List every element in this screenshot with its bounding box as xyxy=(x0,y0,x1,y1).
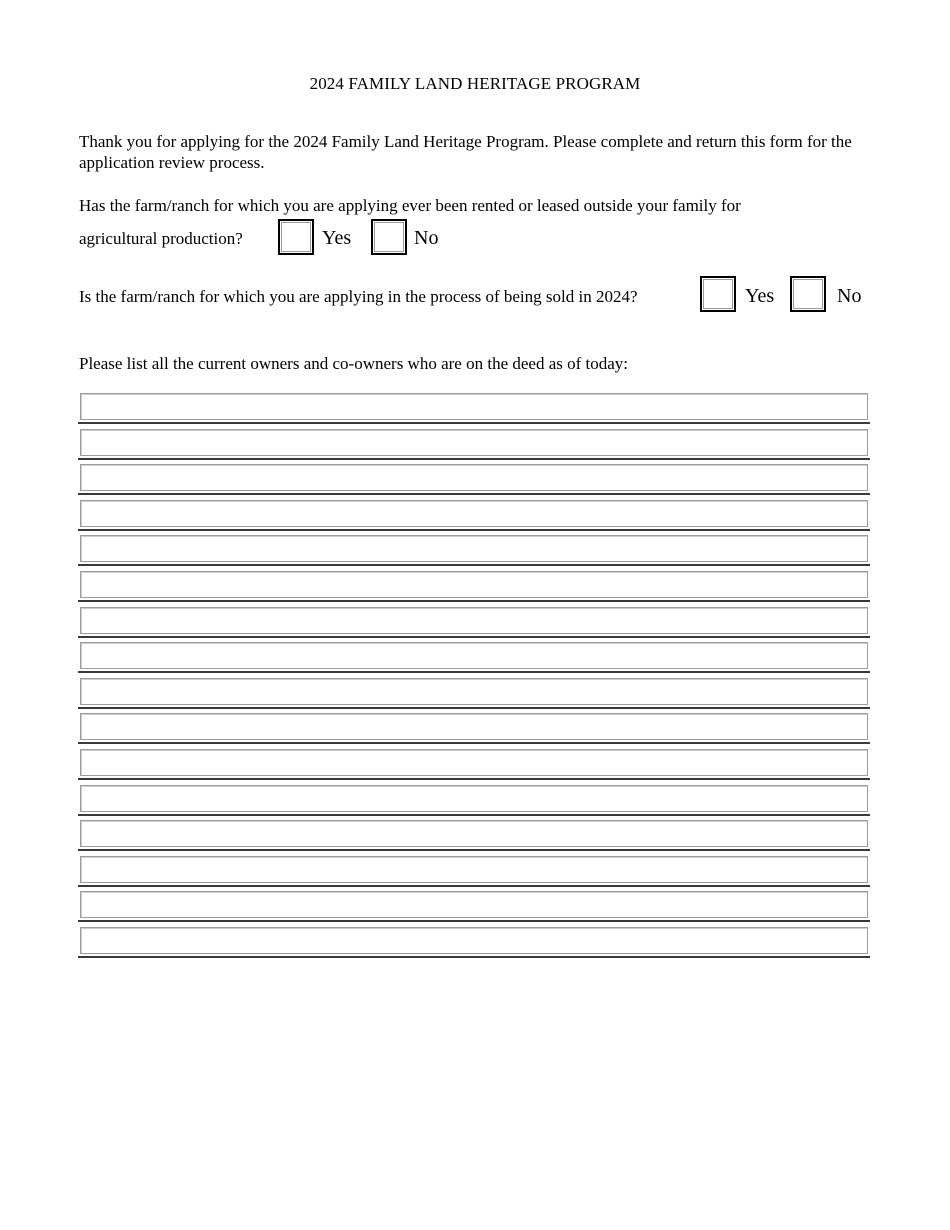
owner-row xyxy=(78,889,870,922)
owner-name-field[interactable] xyxy=(80,749,868,776)
question-rented-text-line2: agricultural production? xyxy=(79,229,243,248)
owner-name-field[interactable] xyxy=(80,535,868,562)
rented-yes-checkbox[interactable] xyxy=(278,219,314,255)
question-sold-text: Is the farm/ranch for which you are applying in the process of being sold in 2024? xyxy=(79,287,638,306)
owner-row xyxy=(78,427,870,460)
owner-row xyxy=(78,747,870,780)
owner-row xyxy=(78,498,870,531)
page-title: 2024 FAMILY LAND HERITAGE PROGRAM xyxy=(309,74,641,93)
owner-name-field[interactable] xyxy=(80,678,868,705)
owner-name-field[interactable] xyxy=(80,571,868,598)
rented-yes-label: Yes xyxy=(322,227,352,249)
owner-name-field[interactable] xyxy=(80,713,868,740)
owners-list xyxy=(78,391,870,961)
owner-row xyxy=(78,391,870,424)
owner-name-field[interactable] xyxy=(80,891,868,918)
owner-row xyxy=(78,569,870,602)
owner-name-field[interactable] xyxy=(80,500,868,527)
owner-row xyxy=(78,605,870,638)
question-rented-text-line1: Has the farm/ranch for which you are applying ever been rented or leased outside your family for xyxy=(79,196,741,215)
owners-list-label: Please list all the current owners and co-owners who are on the deed as of today: xyxy=(79,354,629,373)
owner-row xyxy=(78,462,870,495)
owner-name-field[interactable] xyxy=(80,429,868,456)
intro-paragraph: Thank you for applying for the 2024 Family Land Heritage Program. Please complete and return this form for the application review process. xyxy=(79,132,852,172)
sold-yes-checkbox[interactable] xyxy=(700,276,736,312)
sold-yes-label: Yes xyxy=(745,285,775,307)
owner-row xyxy=(78,533,870,566)
owner-row xyxy=(78,854,870,887)
owner-name-field[interactable] xyxy=(80,393,868,420)
owner-name-field[interactable] xyxy=(80,785,868,812)
owner-name-field[interactable] xyxy=(80,856,868,883)
owner-name-field[interactable] xyxy=(80,820,868,847)
owner-name-field[interactable] xyxy=(80,927,868,954)
owner-name-field[interactable] xyxy=(80,464,868,491)
owner-row xyxy=(78,676,870,709)
owner-row xyxy=(78,925,870,958)
owner-row xyxy=(78,818,870,851)
owner-name-field[interactable] xyxy=(80,642,868,669)
owner-row xyxy=(78,640,870,673)
rented-no-checkbox[interactable] xyxy=(371,219,407,255)
owner-row xyxy=(78,711,870,744)
rented-no-label: No xyxy=(414,227,439,249)
owner-name-field[interactable] xyxy=(80,607,868,634)
sold-no-label: No xyxy=(837,285,862,307)
sold-no-checkbox[interactable] xyxy=(790,276,826,312)
owner-row xyxy=(78,783,870,816)
